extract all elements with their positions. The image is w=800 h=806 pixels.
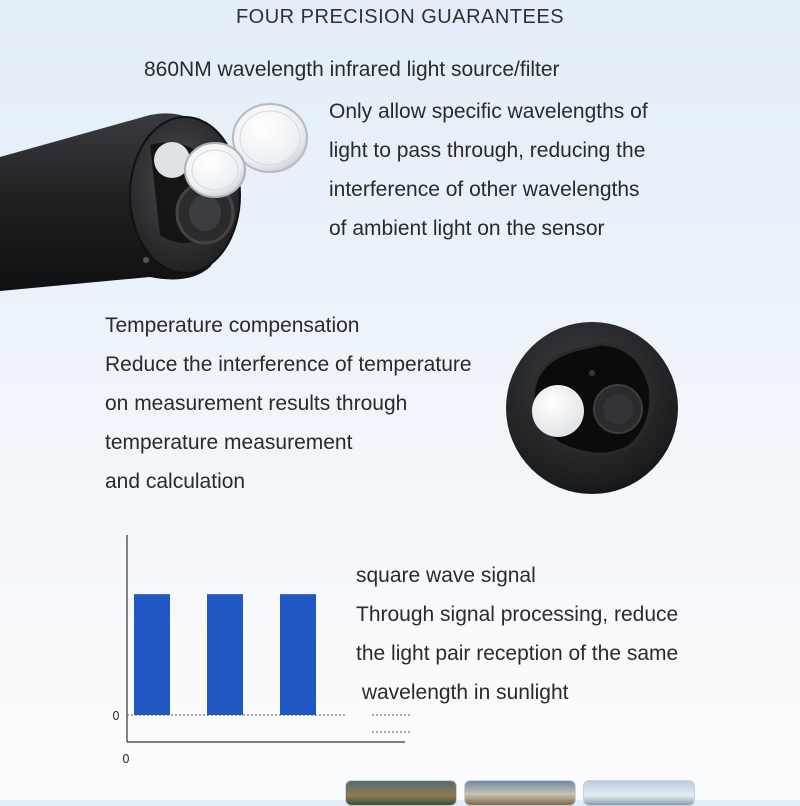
square-wave-title: square wave signal bbox=[356, 564, 536, 587]
temperature-line: temperature measurement bbox=[105, 431, 353, 454]
filter-line: interference of other wavelengths bbox=[329, 178, 640, 201]
temperature-section bbox=[105, 306, 525, 501]
filter-line: of ambient light on the sensor bbox=[329, 217, 605, 240]
temperature-section-title: Temperature compensation bbox=[105, 314, 360, 337]
filter-line: Only allow specific wavelengths of bbox=[329, 100, 648, 123]
temperature-line: Reduce the interference of temperature bbox=[105, 353, 472, 376]
x-tick-label: 0 bbox=[122, 752, 130, 766]
square-wave-section bbox=[356, 556, 756, 712]
sensor-face-icon bbox=[500, 318, 700, 518]
y-tick-label: 0 bbox=[112, 709, 120, 723]
chart-bar bbox=[207, 594, 243, 715]
filter-lens-icon bbox=[180, 95, 320, 205]
thumbnail-photo bbox=[345, 780, 457, 806]
filter-section-description bbox=[329, 92, 729, 248]
filter-line: light to pass through, reducing the bbox=[329, 139, 646, 162]
temperature-line: and calculation bbox=[105, 470, 246, 493]
square-wave-line: the light pair reception of the same bbox=[356, 642, 679, 665]
page-title: FOUR PRECISION GUARANTEES bbox=[235, 6, 565, 28]
chart-bar bbox=[280, 594, 316, 715]
square-wave-line: Through signal processing, reduce bbox=[356, 603, 679, 626]
chart-bar bbox=[134, 594, 170, 715]
thumbnail-photo bbox=[583, 780, 695, 806]
thumbnail-photo bbox=[464, 780, 576, 806]
filter-section-title: 860NM wavelength infrared light source/filter bbox=[144, 58, 560, 81]
square-wave-line: wavelength in sunlight bbox=[356, 681, 569, 704]
temperature-line: on measurement results through bbox=[105, 392, 408, 415]
